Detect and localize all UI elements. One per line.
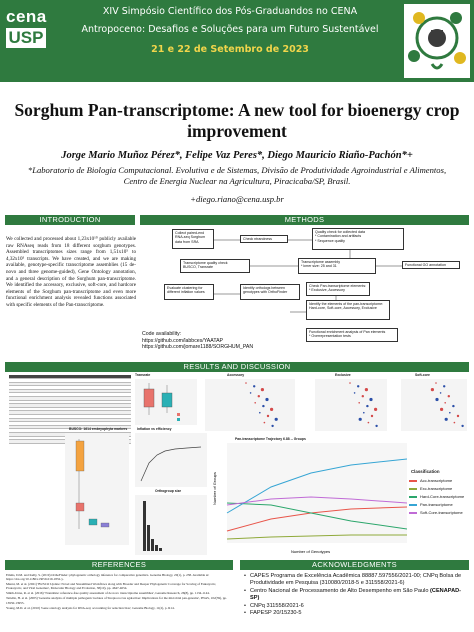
symposium-emblem-icon <box>404 4 470 78</box>
legend-item <box>409 509 469 517</box>
flow-box-identify-elements: Identify the elements of the pan-transcriptome: Hard-core, Soft-core, Accessory, Exclusive <box>306 300 390 320</box>
legend-label: Hard-Core-transcriptome <box>420 494 465 499</box>
enrichment-dot <box>354 392 356 394</box>
reference-item: Young, M.D. et al. (2010) 'Gene ontology analysis for RNA-seq: accounting for selection bias', Genome Biology, 11(2), p. R14. <box>6 605 175 610</box>
legend-item <box>409 501 469 509</box>
results-panel <box>5 373 469 559</box>
enrichment-dot <box>254 402 256 404</box>
paper-title: Sorghum Pan-transcriptome: A new tool for bioenergy crop improvement <box>14 100 460 141</box>
accessory-plot-title: Accessory <box>227 373 245 377</box>
enrichment-dot <box>452 405 454 407</box>
logo-cena-text: cena <box>6 7 47 26</box>
enrichment-dot <box>366 405 368 407</box>
orthogroup-plot-title: Orthogroup size <box>155 489 182 493</box>
acknowledgment-item: • CNPq 311558/2021-6 <box>244 603 468 610</box>
acknowledgments-list <box>244 573 468 617</box>
enrichment-dot <box>374 408 377 411</box>
enrichment-dot <box>371 415 373 417</box>
flow-box-strandness: Check ntrandness <box>240 235 288 243</box>
enrichment-dot <box>358 402 360 404</box>
busco-plot-title: BUSCO: 1614 embryophyta markers <box>69 427 128 431</box>
enrichment-dot <box>359 418 362 421</box>
enrichment-dot <box>264 422 266 424</box>
dotplot-panel <box>401 379 467 431</box>
enrichment-dot <box>431 388 434 391</box>
enrichment-dot <box>363 412 365 414</box>
legend-item <box>409 493 469 501</box>
code-link-2[interactable]: https://github.com/jomare1188/SORGHUM_PAN <box>142 344 254 351</box>
paper-email: +diego.riano@cena.usp.br <box>190 194 284 204</box>
inflation-plot-title: Inflation vs efficiency <box>137 427 172 431</box>
trajectory-plot-title: Pan-transcriptome Trajectory 6.88 -- Groups <box>235 437 306 441</box>
enrichment-dot <box>267 415 269 417</box>
flow-box-pan-elements-check: Check Pan-transcriptome elements: * Exclusive, Accessory <box>306 282 370 296</box>
legend-swatch <box>409 480 417 482</box>
enrichment-dot <box>369 398 372 401</box>
enrichment-dot <box>444 402 446 404</box>
event-title: XIV Simpósio Científico dos Pós-Graduandos no CENA <box>102 6 358 17</box>
trajectory-ylabel: Number of Groups <box>212 472 217 505</box>
enrichment-dot <box>250 392 252 394</box>
event-dates: 21 e 22 de Setembro de 2023 <box>151 44 309 55</box>
enrichment-dot <box>253 385 255 387</box>
section-references: REFERENCES <box>5 560 233 570</box>
enrichment-dot <box>275 418 278 421</box>
legend-swatch <box>409 504 417 506</box>
flow-box-quality-check: Quality check for collected data * Contamination and artifacts * Sequence quality <box>312 228 404 250</box>
exclusive-plot-title: Exclusive <box>335 373 351 377</box>
legend-item <box>409 477 469 485</box>
code-link-1[interactable]: https://github.com/labbces/YAATAP <box>142 337 224 344</box>
enrichment-dot <box>271 425 273 427</box>
enrichment-dot <box>435 398 438 401</box>
flow-box-assembly: Transcriptome assembly * kmer size: 25 and 31 <box>298 258 376 274</box>
classification-legend-title: Classification <box>411 469 440 474</box>
flow-box-orthofinder: Identify orthologs between genotypes with OrthoFinder <box>240 284 300 300</box>
acknowledgment-item: • FAPESP 20/15230-5 <box>244 610 468 617</box>
orthogroup-histogram <box>135 495 207 555</box>
softcore-plot-title: Soft-core <box>415 373 430 377</box>
enrichment-dot <box>461 425 463 427</box>
enrichment-dot <box>245 382 247 384</box>
transrate-plot-title: Transrate <box>135 373 151 377</box>
introduction-text: We collected and processed about 1,23x10¹⁰ publicly available raw RNAseq reads from 18 different sorghum genotypes. Assembled transcriptomes sizes range from 1,51x10⁵ to 4,32x10⁵ transcripts. We have created, and we are making available, genotype-specific transcriptome assemblies (15 de-novo and three genome-guided), Gene Ontology annotation, and a general description of the Sorghum pan-transcriptome. We identified the accessory, exclusive, soft-core, and hardcore elements of the Sorghum pan-transcriptome and even more functional enrichment analysis revealed functions associated with specific elements of the Pan-transcriptome. <box>6 236 136 308</box>
paper-affiliation: *Laboratorio de Biologia Computacional. Evolutiva e de Sistemas, Divisão de Produtividade Agroindustrial e Alimentos, Centro de Energia Nuclear na Agricultura, Piracicaba/SP, Brasil. <box>27 165 447 186</box>
flow-box-enrichment: Functional enrichment analysis of Pan elements * Overrepresentation tests <box>306 328 398 342</box>
code-label: Code availability: <box>142 331 182 337</box>
dotplot-panel <box>205 379 295 431</box>
trajectory-xlabel: Number of Genotypes <box>291 549 331 554</box>
enrichment-dot <box>435 382 437 384</box>
enrichment-dot <box>265 398 268 401</box>
flow-box-transcriptome-quality: Transcriptome quality check BUSCO, Transrate <box>180 259 250 273</box>
legend-label: Soft-Core-transcriptome <box>420 510 463 515</box>
legend-swatch <box>409 488 417 490</box>
legend-swatch <box>409 496 417 498</box>
enrichment-dot <box>262 405 264 407</box>
section-results: RESULTS AND DISCUSSION <box>5 362 469 372</box>
enrichment-dot <box>445 418 448 421</box>
enrichment-dot <box>448 395 450 397</box>
logo-usp-text: USP <box>6 28 46 48</box>
reference-item: Manni, M. et al. (2021) 'BUSCO Update: Novel and Streamlined Workflows along with Broader and Deeper Phylogenetic Coverage for Scoring of Eukaryotic, Prokaryotic, and Viral Genomes', Molecular Biology and Evolution, 38(10), pp. 4647-4654. <box>6 582 217 591</box>
transrate-boxplot <box>135 379 197 425</box>
reference-item: Tettelin, H. et al. (2005) 'Genome analysis of multiple pathogenic isolates of Streptococcus agalactiae: Implications for the microbial pan-genome', PNAS, 102(39), pp. 13950-13955. <box>6 596 227 605</box>
flow-box-collect: Collect paired-end RNA-seq Sorghum data from SRA <box>172 229 214 249</box>
enrichment-dot <box>270 408 273 411</box>
acknowledgment-item: • Centro Nacional de Processamento de Alto Desempenho em São Paulo (CENAPAD-SP) <box>244 588 468 603</box>
references-list <box>6 573 232 611</box>
enrichment-dot <box>349 382 351 384</box>
enrichment-dot <box>261 388 264 391</box>
section-introduction: INTRODUCTION <box>5 215 135 225</box>
flow-box-go-annotation: Functional GO annotation <box>402 261 460 269</box>
enrichment-dot <box>454 422 456 424</box>
busco-boxplot <box>65 433 129 545</box>
section-methods: METHODS <box>140 215 469 225</box>
classification-legend <box>409 477 469 517</box>
pan-trajectory-plot <box>211 443 407 555</box>
enrichment-dotplots <box>205 379 467 431</box>
enrichment-dot <box>457 415 459 417</box>
enrichment-dot <box>259 412 261 414</box>
reference-item: Smith-Unna, R. et al. (2016) 'TransRate: reference-free quality assessment of de novo transcriptome assemblies', Genome Research, 26(8), pp. 1134-1144. <box>6 591 210 596</box>
enrichment-dot <box>449 412 451 414</box>
paper-authors: Jorge Mario Muñoz Pérez*, Felipe Vaz Peres*, Diego Mauricio Riaño-Pachón*+ <box>61 150 413 161</box>
poster-header <box>0 0 474 82</box>
legend-label: Exc-transcriptome <box>420 486 453 491</box>
enrichment-dot <box>375 425 377 427</box>
legend-item <box>409 485 469 493</box>
reference-item: Emms, D.M. and Kelly, S. (2019) OrthoFinder: phylogenetic orthology inference for comparative genomics. Genome Biology, 20(1), p. 238. Available at: https://doi.org/10.1186/s13059-019-1832-y. <box>6 573 210 582</box>
event-theme: Antropoceno: Desafios e Soluções para um Futuro Sustentável <box>81 24 379 35</box>
enrichment-dot <box>258 395 260 397</box>
trajectory-plot-area <box>227 443 407 543</box>
dotplot-panel <box>315 379 387 431</box>
enrichment-dot <box>443 385 445 387</box>
inflation-plot <box>135 433 207 487</box>
code-availability <box>142 331 272 351</box>
enrichment-dot <box>440 392 442 394</box>
enrichment-dot <box>368 422 370 424</box>
enrichment-dot <box>357 385 359 387</box>
cena-usp-logo <box>6 8 52 68</box>
enrichment-dot <box>440 408 443 411</box>
legend-swatch <box>409 512 417 514</box>
flow-box-inflation: Evaluate clustering for different inflation values <box>164 284 214 300</box>
section-acknowledgments: ACKNOWLEDGMENTS <box>240 560 469 570</box>
enrichment-dot <box>365 388 368 391</box>
enrichment-dot <box>362 395 364 397</box>
acknowledgment-item: • CAPES Programa de Excelência Acadêmica 88887.597556/2021-00; CNPq Bolsa de Produtividade em Pesquisa (310080/2018-5 e 311558/2021-6) <box>244 573 468 588</box>
legend-label: Pan-transcriptome <box>420 502 453 507</box>
legend-label: Acc-transcriptome <box>420 478 453 483</box>
